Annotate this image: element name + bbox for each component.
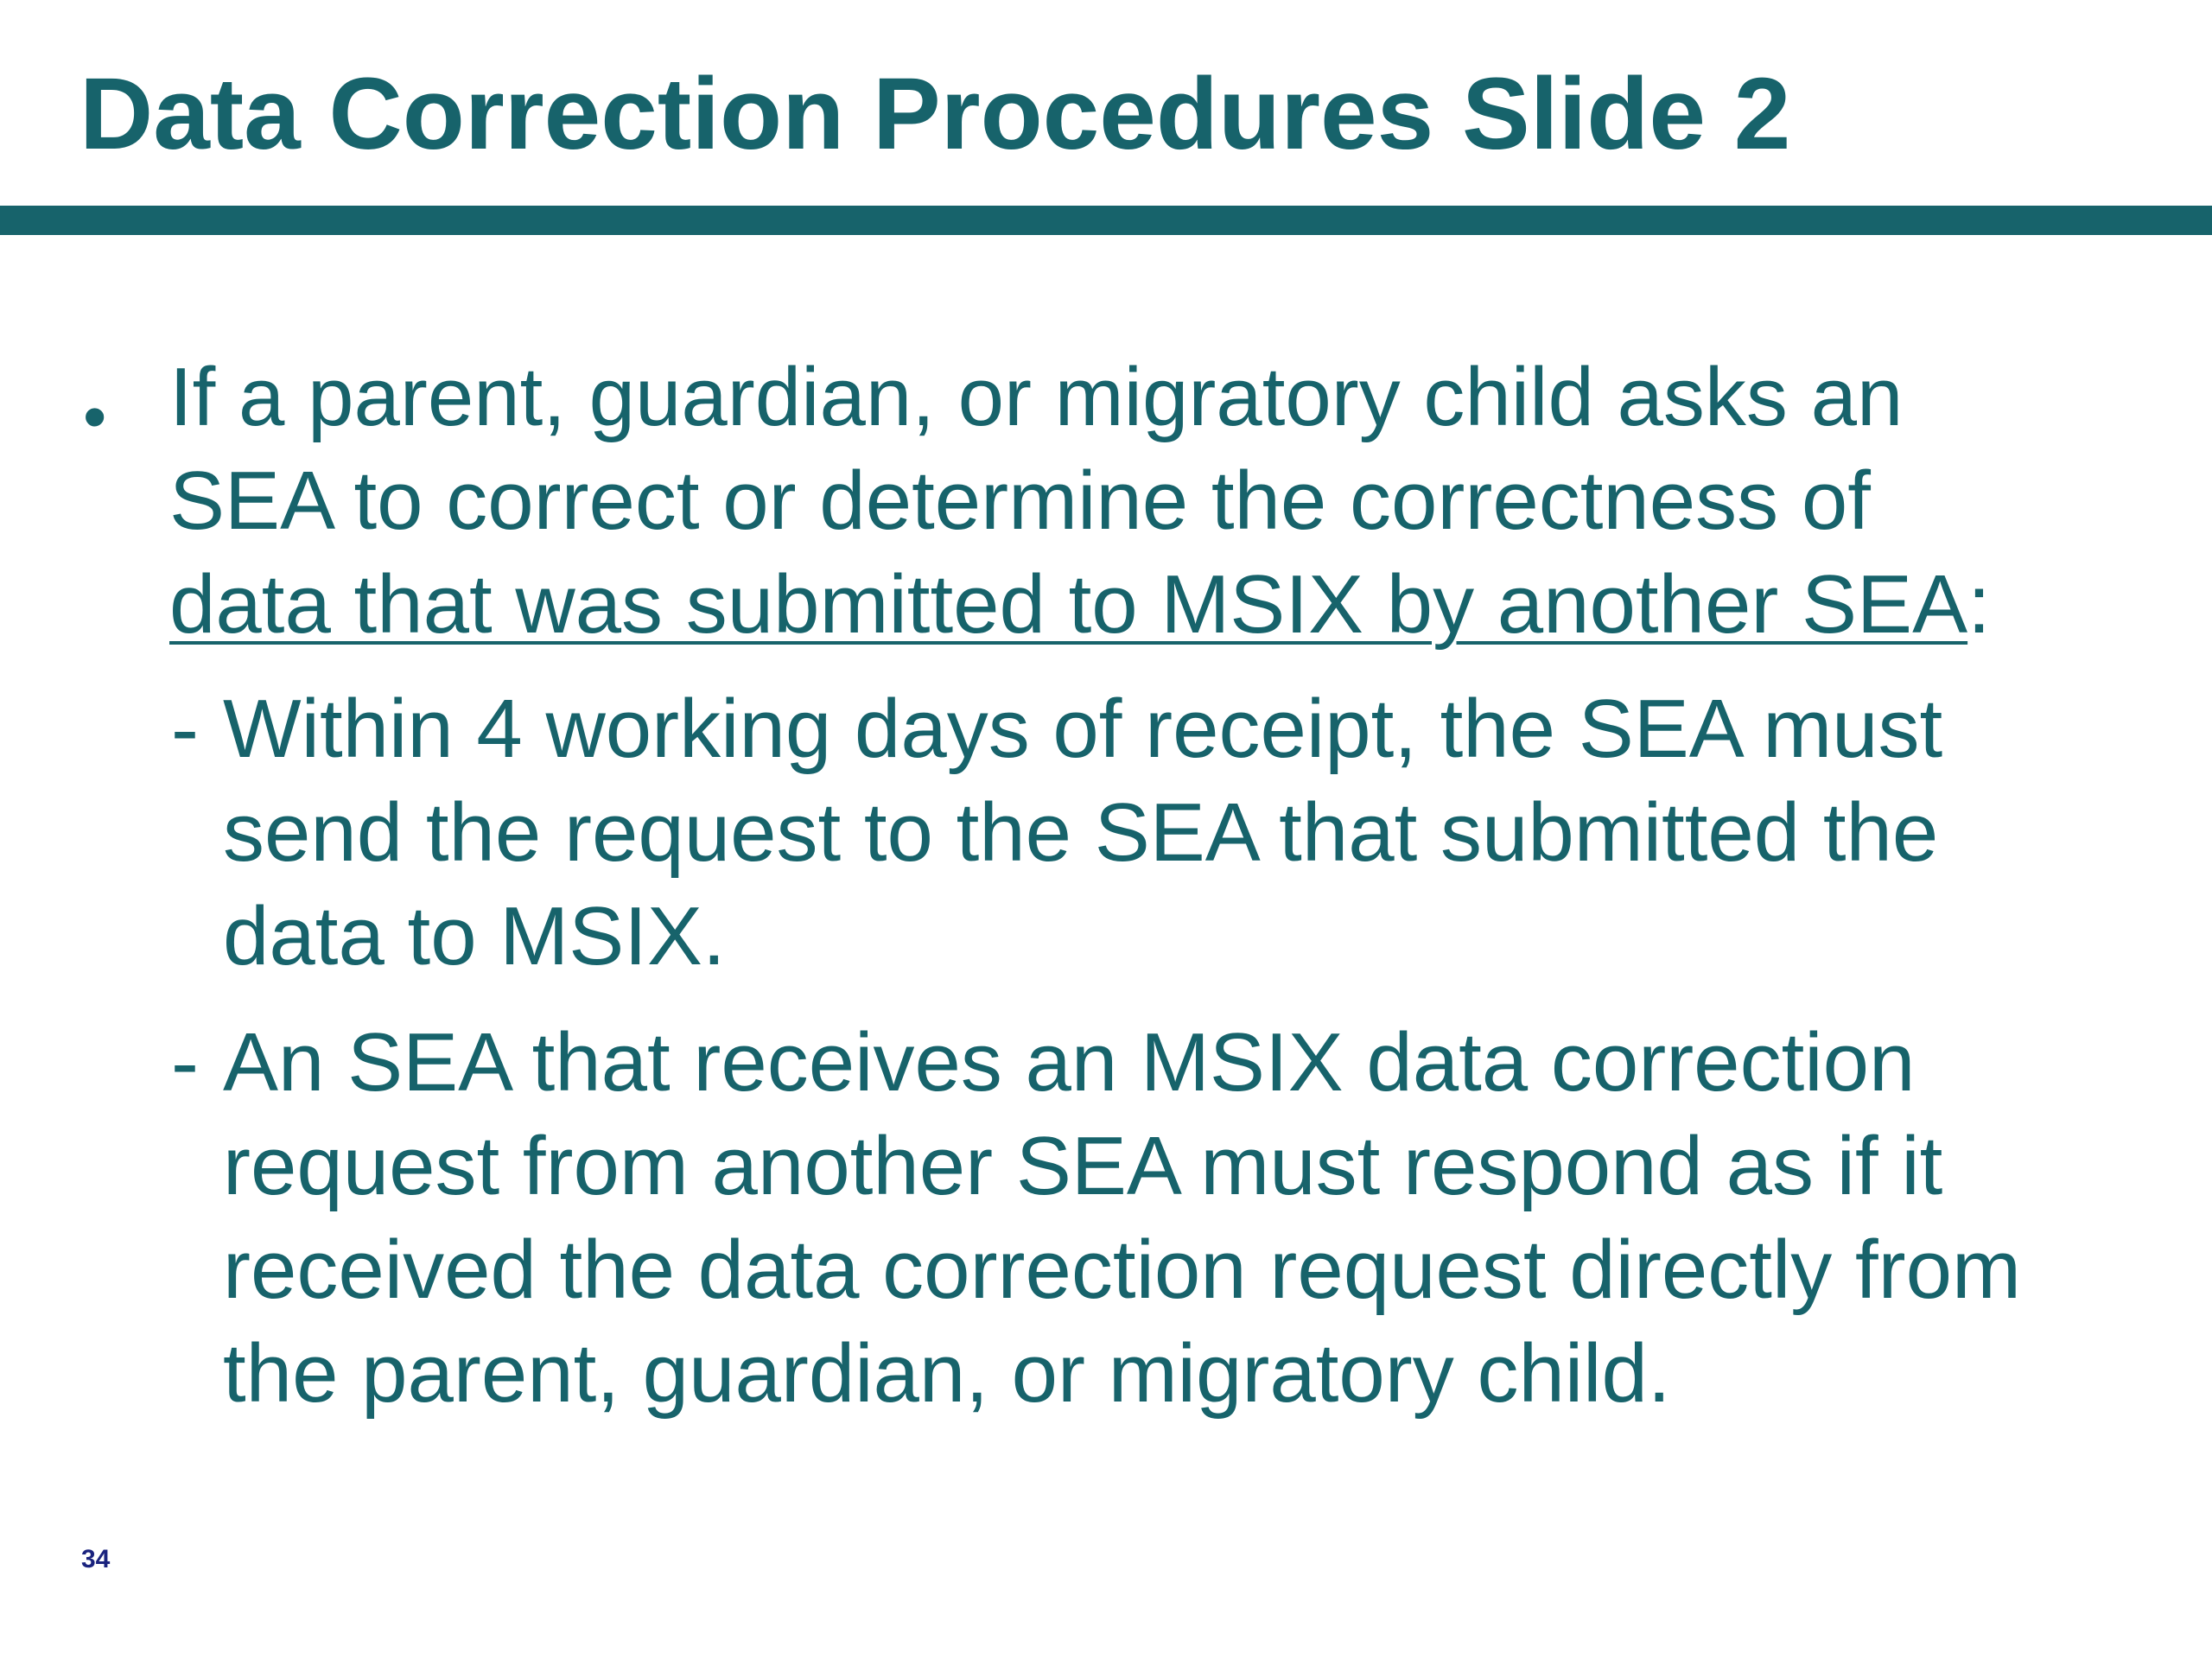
underlined-phrase: data that was submitted to MSIX by another SEA — [169, 558, 1968, 651]
sub-bullet-2-line-4: the parent, guardian, or migratory child. — [223, 1327, 1671, 1420]
sub-bullet-2-line-1: An SEA that receives an MSIX data correction — [223, 1016, 1916, 1109]
sub-bullet-1-line-2: send the request to the SEA that submitted the — [223, 786, 1939, 879]
sub-bullet-1-line-1: Within 4 working days of receipt, the SEA must — [223, 683, 1943, 775]
sub-bullet-1-line-3: data to MSIX. — [223, 890, 726, 982]
colon: : — [1967, 558, 1991, 651]
page-number: 34 — [81, 1545, 111, 1573]
main-bullet-text — [169, 346, 2157, 657]
title-divider — [0, 206, 2212, 235]
main-bullet-line-2: SEA to correct or determine the correctness of — [169, 454, 1871, 547]
main-bullet-line-3 — [169, 553, 2157, 657]
sub-bullet-2-marker: - — [171, 1016, 199, 1109]
slide-title: Data Correction Procedures Slide 2 — [79, 57, 1791, 171]
sub-bullet-1-marker: - — [171, 683, 199, 775]
sub-bullet-2-text — [223, 1011, 2158, 1426]
main-bullet-line-1: If a parent, guardian, or migratory child asks an — [169, 351, 1904, 443]
sub-bullet-2-line-2: request from another SEA must respond as if it — [223, 1120, 1943, 1212]
sub-bullet-2-line-3: received the data correction request directly from — [223, 1224, 2021, 1316]
bullet-marker: • — [83, 378, 107, 454]
sub-bullet-1-text — [223, 677, 2158, 988]
